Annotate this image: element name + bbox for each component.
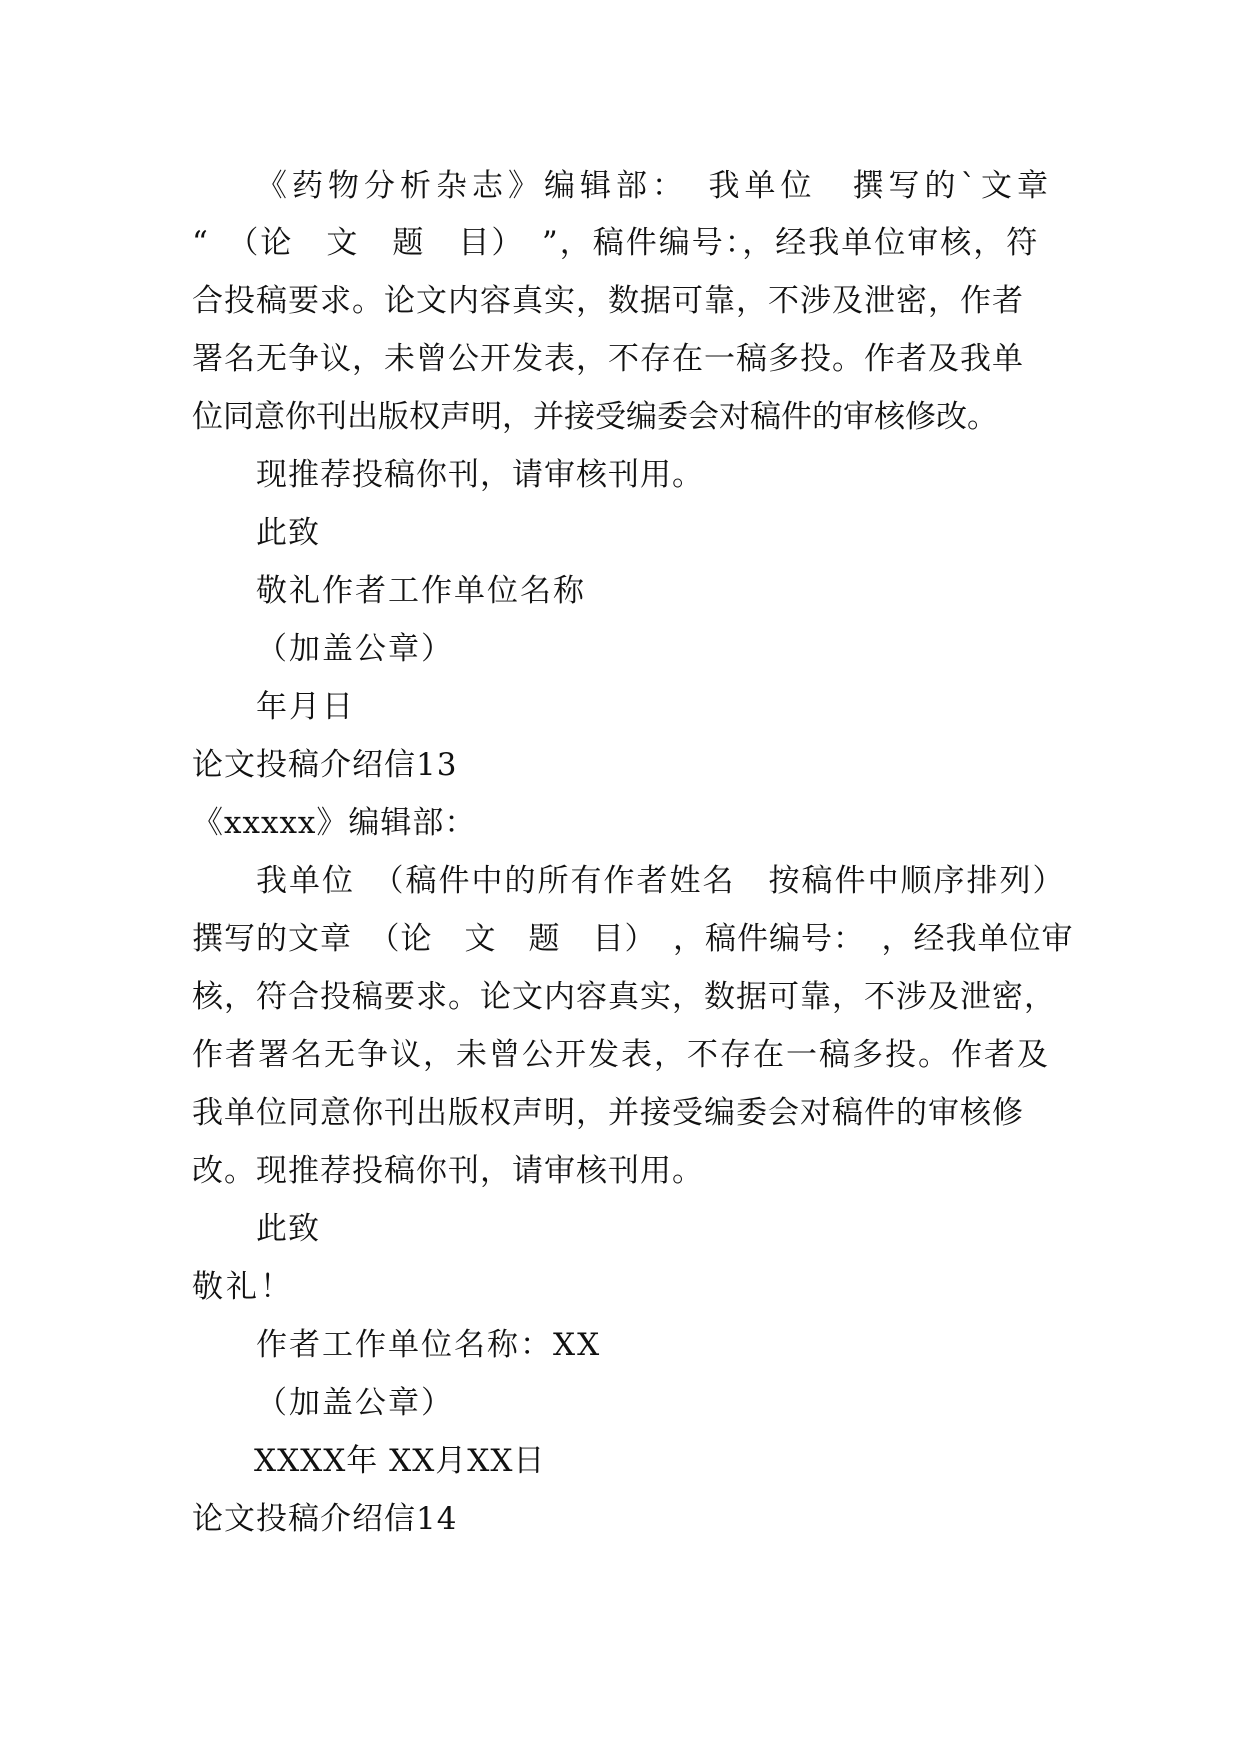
letter2-unit: 作者工作单位名称：XX	[256, 1327, 602, 1363]
letter2-line4: 作者署名无争议，未曾公开发表，不存在一稿多投。作者及	[192, 1037, 1050, 1073]
letter2-seal: （加盖公章）	[256, 1385, 454, 1421]
heading-13: 论文投稿介绍信13	[192, 747, 458, 783]
letter1-seal: （加盖公章）	[256, 631, 454, 667]
letter1-cizhi: 此致	[256, 515, 320, 551]
letter2-date: XXXX年 XX月XX日	[254, 1443, 546, 1479]
letter2-line1: 我单位 （稿件中的所有作者姓名 按稿件中顺序排列）	[256, 863, 1066, 899]
letter1-recommend: 现推荐投稿你刊，请审核刊用。	[256, 457, 704, 493]
letter1-line4: 署名无争议，未曾公开发表，不存在一稿多投。作者及我单	[192, 341, 1024, 377]
letter1-line1: 《药物分析杂志》编辑部： 我单位 撰写的`文章	[256, 168, 1053, 204]
heading-14: 论文投稿介绍信14	[192, 1501, 458, 1537]
letter1-jingli-unit: 敬礼作者工作单位名称	[256, 573, 586, 609]
letter1-date: 年月日	[256, 689, 355, 725]
letter2-addressee: 《xxxxx》编辑部：	[192, 805, 477, 841]
letter2-line6: 改。现推荐投稿你刊，请审核刊用。	[192, 1153, 704, 1189]
letter1-line3: 合投稿要求。论文内容真实，数据可靠，不涉及泄密，作者	[192, 283, 1024, 319]
letter2-line3: 核，符合投稿要求。论文内容真实，数据可靠，不涉及泄密，	[192, 979, 1056, 1015]
letter2-cizhi: 此致	[256, 1211, 320, 1247]
letter2-jingli: 敬礼！	[192, 1269, 294, 1305]
letter2-line2: 撰写的文章 （论 文 题 目） ，稿件编号： ，经我单位审	[192, 921, 1074, 957]
letter1-line5: 位同意你刊出版权声明，并接受编委会对稿件的审核修改。	[192, 399, 998, 435]
letter2-line5: 我单位同意你刊出版权声明，并接受编委会对稿件的审核修	[192, 1095, 1024, 1131]
letter1-line2: “ （论 文 题 目） ”，稿件编号：，经我单位审核，符	[192, 225, 1040, 261]
